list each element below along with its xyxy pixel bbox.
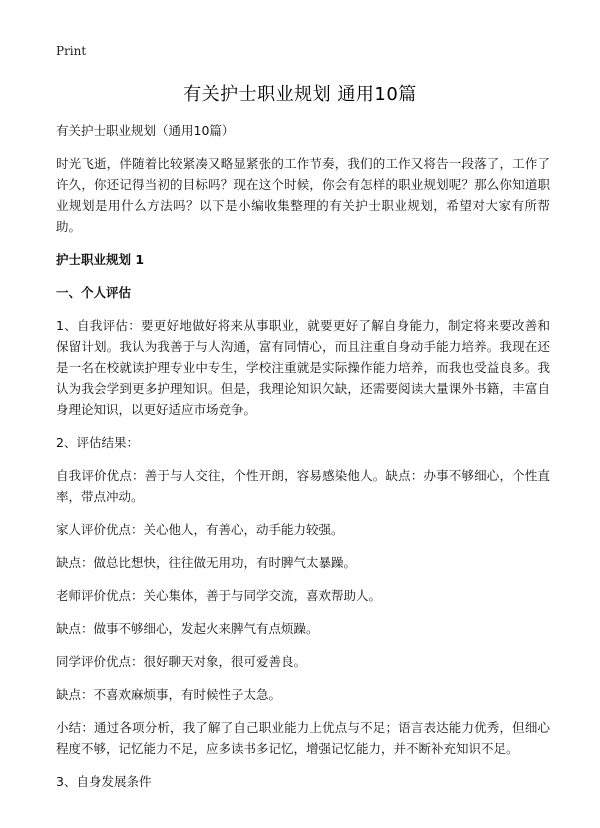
results-heading: 2、评估结果：: [56, 435, 139, 450]
intro-paragraph: 时光飞逝，伴随着比较紧凑又略显紧张的工作节奏，我们的工作又将告一段落了，工作了许久，你还记得当初的目标吗？现在这个时候，你会有怎样的职业规划呢？那么你知道职业规划是用什么方法吗？以下是小编收集整理的有关护士职业规划，希望对大家有所帮助。: [56, 156, 550, 234]
classmate-cons-paragraph: 缺点：不喜欢麻烦事，有时候性子太急。: [56, 687, 282, 702]
teacher-cons-paragraph: 缺点：做事不够细心，发起火来脾气有点烦躁。: [56, 621, 319, 636]
teacher-pros-paragraph: 老师评价优点：关心集体，善于与同学交流，喜欢帮助人。: [56, 588, 382, 603]
development-heading: 3、自身发展条件: [56, 774, 152, 789]
document-body: [56, 120, 550, 804]
self-evaluation-paragraph: 自我评价优点：善于与人交往，个性开朗，容易感染他人。缺点：办事不够细心，个性直率，带点冲动。: [56, 468, 550, 504]
document-title: 有关护士职业规划 通用10篇: [183, 84, 417, 105]
print-label: Print: [56, 44, 87, 58]
summary-paragraph: 小结：通过各项分析，我了解了自己职业能力上优点与不足；语言表达能力优秀，但细心程度不够，记忆能力不足，应多读书多记忆，增强记忆能力，并不断补充知识不足。: [56, 720, 550, 756]
family-pros-paragraph: 家人评价优点：关心他人，有善心，动手能力较强。: [56, 522, 344, 537]
self-assessment-paragraph: 1、自我评估：要更好地做好将来从事职业，就要更好了解自身能力，制定将来要改善和保留计划。我认为我善于与人沟通，富有同情心，而且注重自身动手能力培养。我现在还是一名在校就读护理专业中专生，学校注重就是实际操作能力培养，而我也受益良多。我认为我会学到更多护理知识。但是，我理论知识欠缺，还需要阅读大量课外书籍，丰富自身理论知识，以更好适应市场竞争。: [56, 318, 550, 417]
classmate-pros-paragraph: 同学评价优点：很好聊天对象，很可爱善良。: [56, 654, 307, 669]
part-heading: 一、个人评估: [56, 285, 132, 300]
document-subtitle: 有关护士职业规划（通用10篇）: [56, 123, 235, 138]
family-cons-paragraph: 缺点：做总比想快，往往做无用功，有时脾气太暴躁。: [56, 555, 357, 570]
section-heading: 护士职业规划 1: [56, 252, 145, 267]
